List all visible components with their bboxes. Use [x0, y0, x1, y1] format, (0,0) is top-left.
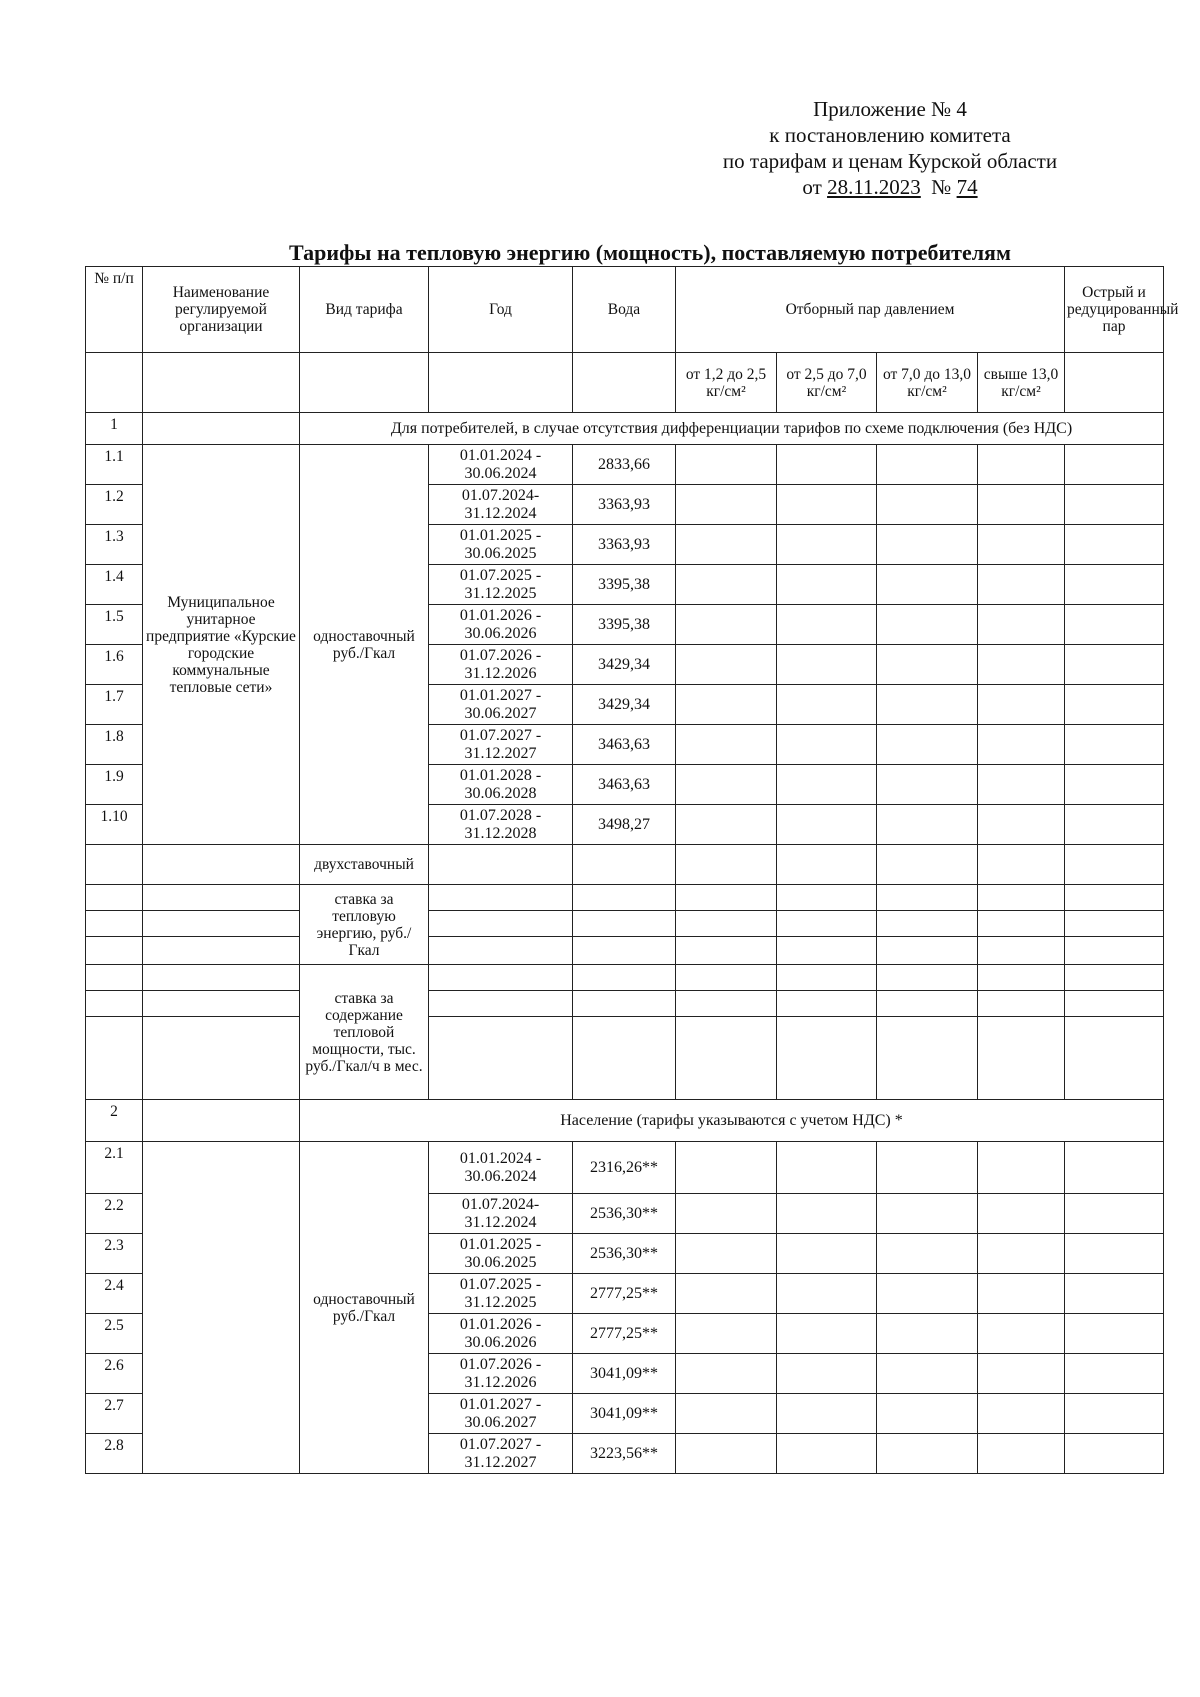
empty-cell: [1065, 885, 1164, 911]
empty-cell: [978, 991, 1065, 1017]
document-header: [590, 96, 1190, 200]
empty-cell: [676, 1194, 777, 1234]
empty-cell: [777, 565, 877, 605]
empty-cell: [978, 1434, 1065, 1474]
col-header-steam: Отборный пар давлением: [676, 267, 1065, 353]
empty-cell: [676, 605, 777, 645]
table-row: [86, 445, 1164, 485]
empty-cell: [143, 845, 300, 885]
empty-cell: [978, 525, 1065, 565]
empty-cell: [86, 1017, 143, 1100]
empty-cell: [978, 845, 1065, 885]
empty-cell: [777, 725, 877, 765]
empty-cell: [676, 885, 777, 911]
table-row: [86, 845, 1164, 885]
period: 01.07.2024- 31.12.2024: [429, 1194, 573, 1234]
period: 01.01.2028 - 30.06.2028: [429, 765, 573, 805]
empty-cell: [676, 1017, 777, 1100]
empty-cell: [777, 605, 877, 645]
empty-cell: [777, 1142, 877, 1194]
row-num: 2.1: [86, 1142, 143, 1194]
empty-cell: [1065, 805, 1164, 845]
water-value: 3363,93: [573, 485, 676, 525]
empty-cell: [1065, 565, 1164, 605]
empty-cell: [877, 911, 978, 937]
table-row: [86, 1142, 1164, 1194]
empty-cell: [676, 1434, 777, 1474]
organization-name: [143, 1142, 300, 1474]
empty-cell: [676, 485, 777, 525]
empty-cell: [143, 991, 300, 1017]
empty-cell: [777, 525, 877, 565]
empty-cell: [877, 965, 978, 991]
empty-cell: [86, 991, 143, 1017]
date-prefix: от: [802, 175, 822, 199]
tariff-type: одноставочный руб./Гкал: [300, 445, 429, 845]
empty-cell: [676, 937, 777, 965]
empty-cell: [978, 937, 1065, 965]
water-value: 3498,27: [573, 805, 676, 845]
empty-cell: [978, 1017, 1065, 1100]
period: 01.01.2024 - 30.06.2024: [429, 445, 573, 485]
empty-cell: [573, 885, 676, 911]
empty-cell: [777, 991, 877, 1017]
empty-cell: [676, 1314, 777, 1354]
empty-cell: [877, 525, 978, 565]
table-row: [86, 911, 1164, 937]
empty-cell: [877, 1394, 978, 1434]
empty-cell: [877, 1194, 978, 1234]
empty-cell: [1065, 605, 1164, 645]
empty-cell: [1065, 991, 1164, 1017]
empty-cell: [676, 445, 777, 485]
empty-cell: [1065, 845, 1164, 885]
empty-cell: [777, 911, 877, 937]
water-value: 2777,25**: [573, 1274, 676, 1314]
tariff-table: [85, 266, 1179, 1474]
empty-cell: [1065, 1434, 1164, 1474]
empty-cell: [676, 991, 777, 1017]
empty-cell: [978, 485, 1065, 525]
empty-cell: [978, 445, 1065, 485]
empty-cell: [676, 525, 777, 565]
empty-cell: [1065, 765, 1164, 805]
empty-cell: [1065, 937, 1164, 965]
empty-cell: [143, 911, 300, 937]
empty-cell: [777, 845, 877, 885]
empty-cell: [676, 645, 777, 685]
empty-cell: [777, 1234, 877, 1274]
appendix-committee: по тарифам и ценам Курской области: [722, 149, 1058, 173]
water-value: 3429,34: [573, 685, 676, 725]
row-num: 2.6: [86, 1354, 143, 1394]
empty-cell: [86, 965, 143, 991]
empty-cell: [676, 1354, 777, 1394]
appendix-ref: к постановлению комитета: [769, 123, 1011, 147]
empty-cell: [978, 911, 1065, 937]
empty-cell: [877, 845, 978, 885]
row-num: 1.9: [86, 765, 143, 805]
empty-cell: [877, 1234, 978, 1274]
empty-cell: [978, 765, 1065, 805]
empty-cell: [777, 1194, 877, 1234]
col-header-sub3: от 7,0 до 13,0 кг/см²: [877, 353, 978, 413]
water-value: 3041,09**: [573, 1394, 676, 1434]
organization-name: Муниципальное унитарное предприятие «Курские городские коммунальные тепловые сети»: [143, 445, 300, 845]
empty-cell: [777, 1274, 877, 1314]
empty-cell: [86, 937, 143, 965]
empty-cell: [1065, 685, 1164, 725]
empty-cell: [777, 885, 877, 911]
empty-cell: [777, 1394, 877, 1434]
empty-cell: [777, 685, 877, 725]
empty-cell: [978, 605, 1065, 645]
empty-cell: [877, 605, 978, 645]
empty-cell: [877, 445, 978, 485]
empty-cell: [429, 965, 573, 991]
section-num: 1: [86, 413, 143, 445]
empty-cell: [573, 991, 676, 1017]
empty-cell: [877, 685, 978, 725]
empty-cell: [573, 965, 676, 991]
empty-cell: [777, 485, 877, 525]
period: 01.01.2025 - 30.06.2025: [429, 1234, 573, 1274]
col-header-sub2: от 2,5 до 7,0 кг/см²: [777, 353, 877, 413]
empty-cell: [676, 565, 777, 605]
empty-cell: [978, 1394, 1065, 1434]
empty-cell: [573, 911, 676, 937]
empty-cell: [978, 965, 1065, 991]
row-num: 2.3: [86, 1234, 143, 1274]
empty-cell: [777, 645, 877, 685]
empty-cell: [429, 845, 573, 885]
empty-cell: [877, 937, 978, 965]
empty-cell: [86, 885, 143, 911]
col-header-org: Наименование регулируемой организации: [143, 267, 300, 353]
period: 01.07.2026 - 31.12.2026: [429, 645, 573, 685]
row-num: 1.4: [86, 565, 143, 605]
empty-cell: [143, 1017, 300, 1100]
section-title: Население (тарифы указываются с учетом НДС) *: [300, 1100, 1164, 1142]
empty-cell: [143, 937, 300, 965]
water-value: 2536,30**: [573, 1194, 676, 1234]
col-header-water: Вода: [573, 267, 676, 353]
empty-cell: [1065, 1394, 1164, 1434]
col-header-sub4: свыше 13,0 кг/см²: [978, 353, 1065, 413]
empty-cell: [978, 1194, 1065, 1234]
empty-cell: [1065, 725, 1164, 765]
empty-cell: [676, 805, 777, 845]
empty-cell: [676, 845, 777, 885]
water-value: 3395,38: [573, 565, 676, 605]
table-row: [86, 937, 1164, 965]
empty-cell: [1065, 445, 1164, 485]
empty-cell: [676, 965, 777, 991]
empty-cell: [676, 911, 777, 937]
empty-cell: [978, 725, 1065, 765]
empty-cell: [676, 1142, 777, 1194]
water-value: 3041,09**: [573, 1354, 676, 1394]
empty-cell: [573, 937, 676, 965]
period: 01.07.2025 - 31.12.2025: [429, 565, 573, 605]
empty-cell: [143, 1100, 300, 1142]
document-date: 28.11.2023: [827, 175, 921, 199]
empty-cell: [978, 1314, 1065, 1354]
period: 01.01.2024 - 30.06.2024: [429, 1142, 573, 1194]
empty-cell: [86, 911, 143, 937]
period: 01.01.2026 - 30.06.2026: [429, 1314, 573, 1354]
row-num: 1.6: [86, 645, 143, 685]
water-value: 3463,63: [573, 725, 676, 765]
period: 01.07.2028 - 31.12.2028: [429, 805, 573, 845]
period: 01.07.2024- 31.12.2024: [429, 485, 573, 525]
empty-cell: [676, 1274, 777, 1314]
document-number: 74: [956, 175, 978, 199]
empty-cell: [877, 1354, 978, 1394]
empty-cell: [429, 911, 573, 937]
row-num: 2.4: [86, 1274, 143, 1314]
empty-cell: [1065, 1142, 1164, 1194]
empty-cell: [429, 991, 573, 1017]
empty-cell: [1065, 1234, 1164, 1274]
table-row: [86, 965, 1164, 991]
period: 01.07.2027 - 31.12.2027: [429, 725, 573, 765]
empty-cell: [978, 1234, 1065, 1274]
empty-cell: [1065, 911, 1164, 937]
empty-cell: [877, 991, 978, 1017]
empty-cell: [777, 1314, 877, 1354]
row-num: 1.3: [86, 525, 143, 565]
empty-cell: [429, 885, 573, 911]
empty-cell: [877, 765, 978, 805]
empty-cell: [877, 885, 978, 911]
rate-energy-label: ставка за тепловую энергию, руб./Гкал: [300, 885, 429, 965]
appendix-title: Приложение № 4: [813, 97, 967, 121]
col-header-sub1: от 1,2 до 2,5 кг/см²: [676, 353, 777, 413]
period: 01.07.2025 - 31.12.2025: [429, 1274, 573, 1314]
period: 01.01.2027 - 30.06.2027: [429, 685, 573, 725]
empty-cell: [143, 965, 300, 991]
water-value: 2316,26**: [573, 1142, 676, 1194]
period: 01.01.2025 - 30.06.2025: [429, 525, 573, 565]
col-header-year: Год: [429, 267, 573, 353]
empty-cell: [1065, 525, 1164, 565]
water-value: 2833,66: [573, 445, 676, 485]
table-row: [86, 1017, 1164, 1100]
water-value: 3363,93: [573, 525, 676, 565]
two-part-label: двухставочный: [300, 845, 429, 885]
empty-cell: [877, 725, 978, 765]
empty-cell: [1065, 1314, 1164, 1354]
empty-cell: [877, 805, 978, 845]
water-value: 3223,56**: [573, 1434, 676, 1474]
empty-cell: [676, 1394, 777, 1434]
period: 01.01.2026 - 30.06.2026: [429, 605, 573, 645]
empty-cell: [777, 937, 877, 965]
empty-cell: [978, 685, 1065, 725]
empty-cell: [1065, 485, 1164, 525]
empty-cell: [1065, 1194, 1164, 1234]
empty-cell: [978, 805, 1065, 845]
empty-cell: [978, 645, 1065, 685]
empty-cell: [877, 565, 978, 605]
empty-cell: [1065, 1017, 1164, 1100]
empty-cell: [877, 1274, 978, 1314]
water-value: 3463,63: [573, 765, 676, 805]
empty-cell: [86, 845, 143, 885]
table-row: [86, 885, 1164, 911]
empty-cell: [877, 1017, 978, 1100]
empty-cell: [777, 965, 877, 991]
empty-cell: [777, 1354, 877, 1394]
empty-cell: [429, 1017, 573, 1100]
empty-cell: [1065, 645, 1164, 685]
row-num: 2.5: [86, 1314, 143, 1354]
empty-cell: [573, 1017, 676, 1100]
empty-cell: [573, 845, 676, 885]
empty-cell: [1065, 1354, 1164, 1394]
row-num: 2.8: [86, 1434, 143, 1474]
row-num: 2.2: [86, 1194, 143, 1234]
row-num: 1.1: [86, 445, 143, 485]
row-num: 1.8: [86, 725, 143, 765]
period: 01.01.2027 - 30.06.2027: [429, 1394, 573, 1434]
empty-cell: [777, 1434, 877, 1474]
row-num: 1.2: [86, 485, 143, 525]
empty-cell: [777, 765, 877, 805]
empty-cell: [676, 1234, 777, 1274]
table-row: [86, 991, 1164, 1017]
col-header-num: № п/п: [86, 267, 143, 353]
empty-cell: [676, 685, 777, 725]
col-header-type: Вид тарифа: [300, 267, 429, 353]
empty-cell: [978, 885, 1065, 911]
empty-cell: [978, 1354, 1065, 1394]
empty-cell: [777, 1017, 877, 1100]
number-prefix: №: [931, 175, 952, 199]
appendix-date-line: [590, 174, 1190, 200]
empty-cell: [877, 1434, 978, 1474]
row-num: 1.5: [86, 605, 143, 645]
row-num: 1.7: [86, 685, 143, 725]
empty-cell: [777, 445, 877, 485]
empty-cell: [777, 805, 877, 845]
empty-cell: [877, 485, 978, 525]
empty-cell: [1065, 1274, 1164, 1314]
row-num: 1.10: [86, 805, 143, 845]
water-value: 2777,25**: [573, 1314, 676, 1354]
empty-cell: [877, 645, 978, 685]
period: 01.07.2026 - 31.12.2026: [429, 1354, 573, 1394]
empty-cell: [429, 937, 573, 965]
empty-cell: [877, 1142, 978, 1194]
water-value: 2536,30**: [573, 1234, 676, 1274]
empty-cell: [978, 565, 1065, 605]
col-header-sharp: Острый и редуцированный пар: [1065, 267, 1164, 353]
empty-cell: [676, 765, 777, 805]
section-title: Для потребителей, в случае отсутствия дифференциации тарифов по схеме подключения (без НДС): [300, 413, 1164, 445]
empty-cell: [978, 1142, 1065, 1194]
rate-capacity-label: ставка за содержание тепловой мощности, тыс. руб./Гкал/ч в мес.: [300, 965, 429, 1100]
empty-cell: [978, 1274, 1065, 1314]
empty-cell: [877, 1314, 978, 1354]
table-title: Тарифы на тепловую энергию (мощность), поставляемую потребителям: [289, 240, 1011, 265]
empty-cell: [143, 885, 300, 911]
period: 01.07.2027 - 31.12.2027: [429, 1434, 573, 1474]
section-num: 2: [86, 1100, 143, 1142]
water-value: 3429,34: [573, 645, 676, 685]
empty-cell: [676, 725, 777, 765]
empty-cell: [1065, 965, 1164, 991]
section-row: [86, 1100, 1164, 1142]
tariff-type: одноставочный руб./Гкал: [300, 1142, 429, 1474]
water-value: 3395,38: [573, 605, 676, 645]
row-num: 2.7: [86, 1394, 143, 1434]
